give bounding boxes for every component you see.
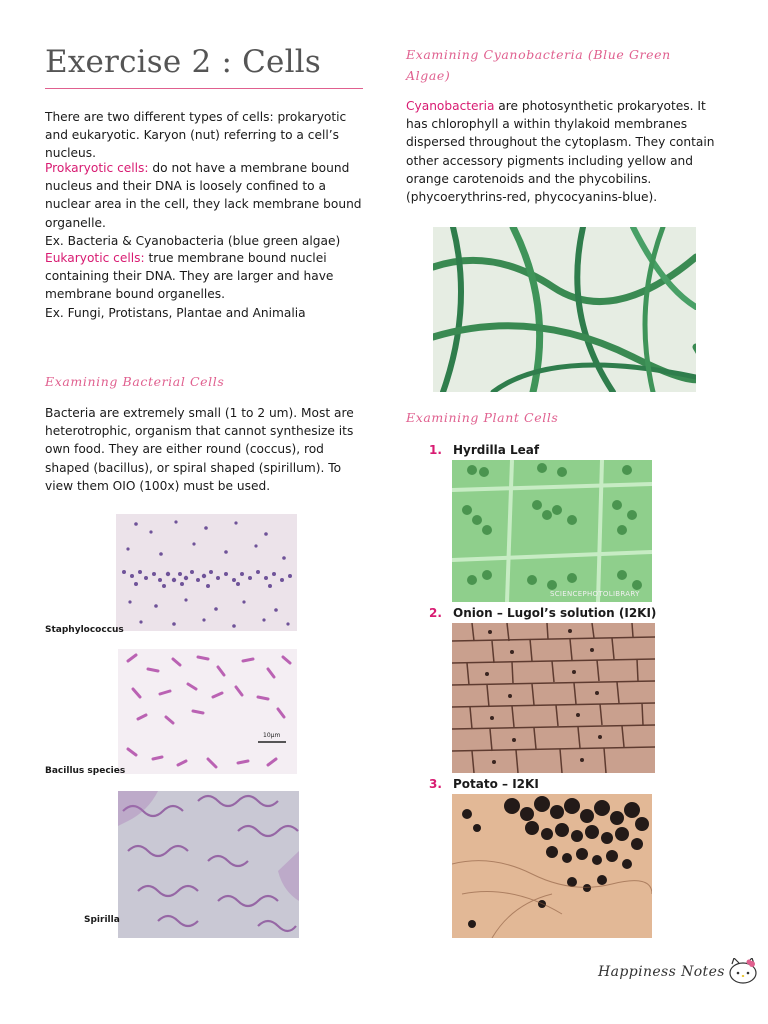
cyanobacteria-paragraph: [406, 97, 726, 206]
title-underline: [45, 88, 363, 89]
scale-bar-label: 10µm: [263, 732, 281, 739]
page-title: Exercise 2 : Cells: [45, 44, 321, 80]
eukaryotic-paragraph: [45, 249, 345, 322]
watermark-text: SCIENCEPHOTOLIBRARY: [550, 590, 640, 598]
plant-item-3-label: Potato – I2KI: [453, 777, 539, 791]
eukaryotic-text: true membrane bound nuclei containing their DNA. They are larger and have membrane bound organelles.: [45, 251, 334, 302]
eukaryotic-label: Eukaryotic cells:: [45, 251, 145, 265]
spirilla-caption: Spirilla: [84, 915, 120, 925]
plant-item-1-number: 1.: [429, 443, 442, 457]
staphylococcus-caption: Staphylococcus: [45, 625, 124, 635]
onion-image: [452, 623, 655, 773]
bacterial-heading: Examining Bacterial Cells: [45, 374, 225, 389]
intro-paragraph: There are two different types of cells: prokaryotic and eukaryotic. Karyon (nut) referring to a cell’s nucleus.: [45, 110, 347, 161]
staphylococcus-image: [116, 514, 297, 631]
plant-item-2-number: 2.: [429, 606, 442, 620]
prokaryotic-example: Ex. Bacteria & Cyanobacteria (blue green algae): [45, 233, 341, 248]
plant-item-1: [429, 443, 539, 457]
plant-item-3: [429, 777, 539, 791]
prokaryotic-paragraph: [45, 159, 363, 250]
bacterial-paragraph: Bacteria are extremely small (1 to 2 um). Most are heterotrophic, organism that cannot synthesize its own food. They are either round (coccus), rod shaped (bacillus), or spiral shaped (spirillum). To view them OIO (100x) must be used.: [45, 406, 354, 493]
plant-cells-heading: Examining Plant Cells: [406, 410, 559, 425]
hydrilla-image: [452, 460, 652, 602]
bacillus-image: [118, 649, 297, 774]
prokaryotic-label: Prokaryotic cells:: [45, 161, 149, 175]
bacillus-caption: Bacillus species: [45, 766, 126, 776]
cyanobacteria-heading: Examining Cyanobacteria (Blue Green Algae): [406, 47, 671, 83]
cyanobacteria-text: are photosynthetic prokaryotes. It has chlorophyll a within thylakoid membranes dispersed throughout the cytoplasm. They contain other accessory pigments including yellow and orange carotenoids and the phycobilins. (phycoerythrins-red, phycocyanins-blue).: [406, 99, 715, 205]
hello-kitty-logo-icon: [728, 958, 758, 986]
plant-item-2-label: Onion – Lugol’s solution (I2KI): [453, 606, 657, 620]
prokaryotic-text: do not have a membrane bound nucleus and their DNA is loosely confined to a nuclear area in the cell, they lack membrane bound organelle.: [45, 161, 362, 230]
plant-item-3-number: 3.: [429, 777, 442, 791]
plant-item-1-label: Hyrdilla Leaf: [453, 443, 540, 457]
plant-item-2: [429, 606, 656, 620]
cyanobacteria-label: Cyanobacteria: [406, 99, 495, 113]
potato-image: [452, 794, 652, 938]
footer-brand: Happiness Notes: [598, 964, 725, 980]
eukaryotic-example: Ex. Fungi, Protistans, Plantae and Animalia: [45, 305, 306, 320]
cyanobacteria-image: [433, 227, 696, 392]
spirilla-image: [118, 791, 299, 938]
